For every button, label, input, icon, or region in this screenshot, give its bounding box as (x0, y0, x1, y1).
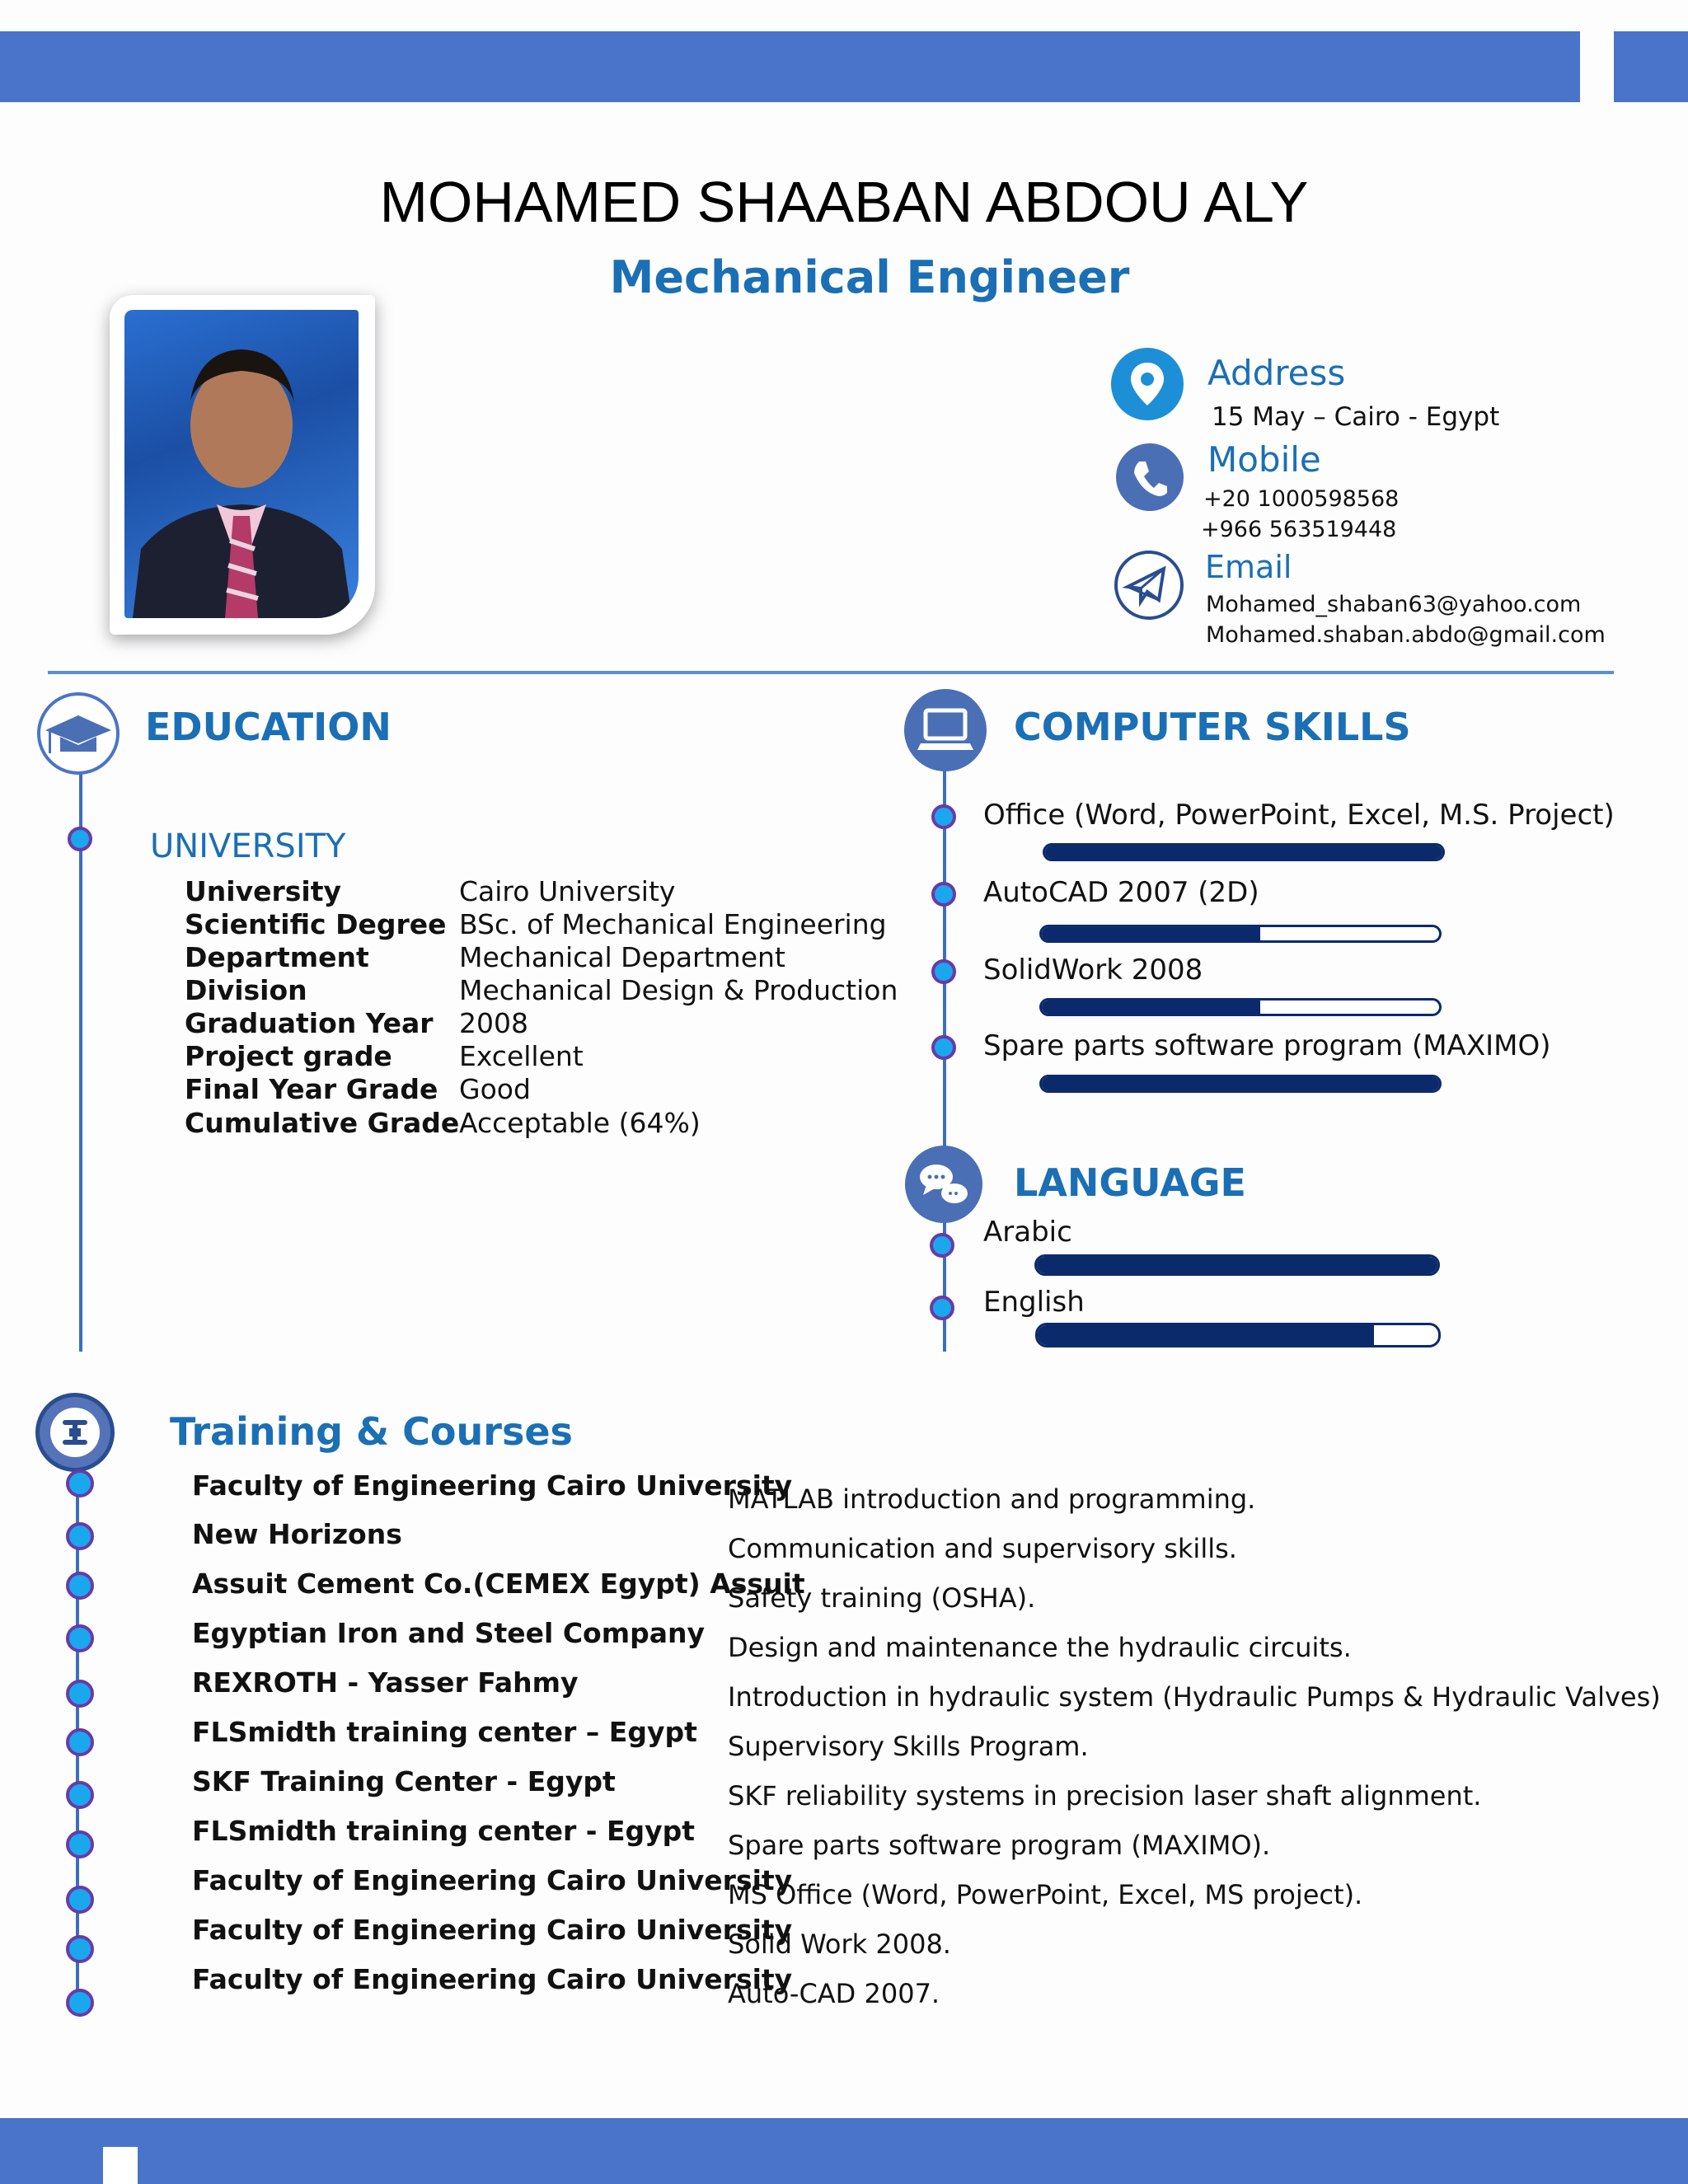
profile-photo (124, 310, 359, 618)
training-course: Auto-CAD 2007. (728, 1978, 940, 2009)
education-row-value: Acceptable (64%) (459, 1107, 701, 1139)
timeline-dot (931, 959, 956, 984)
language-label: Arabic (983, 1216, 1072, 1249)
timeline-dot (66, 1624, 94, 1652)
training-institution: Egyptian Iron and Steel Company (192, 1617, 705, 1649)
email-icon (1114, 551, 1184, 620)
timeline-dot (66, 1572, 94, 1600)
training-institution: REXROTH - Yasser Fahmy (192, 1666, 579, 1699)
bottom-band (0, 2118, 1688, 2184)
top-band-right (1614, 31, 1688, 102)
timeline-dot (66, 1935, 94, 1963)
language-level-bar (1034, 1254, 1440, 1276)
university-subtitle: UNIVERSITY (150, 827, 346, 865)
skill-label: AutoCAD 2007 (2D) (983, 876, 1259, 909)
language-label: English (983, 1286, 1085, 1319)
mobile-label: Mobile (1207, 439, 1321, 480)
skill-level-bar (1039, 1075, 1442, 1093)
header-divider (48, 671, 1614, 674)
email-label: Email (1205, 549, 1292, 585)
language-level-bar (1035, 1323, 1441, 1347)
training-course: Spare parts software program (MAXIMO). (728, 1830, 1271, 1861)
timeline-dot (66, 1989, 94, 2017)
graduation-cap-icon (37, 692, 120, 775)
location-icon (1111, 348, 1184, 420)
education-row-value: Mechanical Department (459, 941, 785, 973)
training-course: Introduction in hydraulic system (Hydraulic Pumps & Hydraulic Valves) (728, 1681, 1661, 1713)
skill-level-fill (1045, 846, 1442, 859)
timeline-dot (66, 1886, 94, 1914)
timeline-dot (931, 882, 956, 907)
training-course: Solid Work 2008. (728, 1929, 951, 1960)
education-row-value: Excellent (459, 1040, 584, 1072)
education-row-label: Department (185, 941, 369, 973)
training-institution: SKF Training Center - Egypt (192, 1765, 616, 1797)
education-row-label: Project grade (185, 1040, 392, 1072)
skill-level-bar (1043, 843, 1445, 861)
timeline-dot (66, 1522, 94, 1550)
training-course: Design and maintenance the hydraulic circuits. (728, 1632, 1352, 1663)
timeline-dot (66, 1781, 94, 1809)
education-row-label: Cumulative Grade (185, 1107, 460, 1139)
training-course: SKF reliability systems in precision laser shaft alignment. (728, 1780, 1482, 1811)
skill-label: Spare parts software program (MAXIMO) (983, 1029, 1551, 1062)
timeline-dot (930, 1233, 954, 1258)
mobile-number-2[interactable]: +966 563519448 (1201, 517, 1397, 542)
address-label: Address (1207, 353, 1346, 393)
timeline-dot (68, 827, 92, 851)
training-institution: FLSmidth training center - Egypt (192, 1815, 696, 1847)
computer-skills-title: COMPUTER SKILLS (1014, 705, 1411, 749)
training-institution: Assuit Cement Co.(CEMEX Egypt) Assuit (192, 1568, 805, 1600)
timeline-dot (66, 1469, 94, 1497)
language-level-fill (1038, 1325, 1374, 1345)
education-row-value: Good (459, 1073, 531, 1105)
timeline-dot (930, 1296, 954, 1320)
mobile-number-1[interactable]: +20 1000598568 (1203, 486, 1400, 512)
training-course: Safety training (OSHA). (728, 1582, 1036, 1614)
skill-label: Office (Word, PowerPoint, Excel, M.S. Project) (983, 799, 1615, 832)
education-row-value: Cairo University (459, 875, 676, 907)
skill-level-bar (1039, 925, 1442, 943)
education-row-label: University (185, 875, 342, 907)
education-row-value: 2008 (459, 1007, 528, 1039)
education-row-label: Division (185, 974, 307, 1006)
skill-level-bar (1039, 998, 1442, 1016)
training-course: Communication and supervisory skills. (728, 1533, 1237, 1564)
candidate-title: Mechanical Engineer (609, 251, 1130, 303)
training-icon (35, 1393, 115, 1472)
skill-label: SolidWork 2008 (983, 954, 1203, 987)
language-title: LANGUAGE (1014, 1160, 1246, 1205)
profile-photo-frame (110, 295, 375, 635)
training-course: MS Office (Word, PowerPoint, Excel, MS project). (728, 1879, 1363, 1910)
language-level-fill (1037, 1257, 1437, 1273)
training-institution: Faculty of Engineering Cairo University (192, 1914, 793, 1946)
training-course: Supervisory Skills Program. (728, 1731, 1089, 1762)
education-row-value: Mechanical Design & Production (459, 974, 898, 1006)
chat-bubbles-icon (905, 1146, 982, 1223)
timeline-dot (66, 1728, 94, 1756)
skill-level-fill (1042, 1077, 1439, 1090)
training-institution: Faculty of Engineering Cairo University (192, 1469, 793, 1502)
training-institution: FLSmidth training center – Egypt (192, 1716, 697, 1748)
training-title: Training & Courses (170, 1409, 573, 1454)
training-institution: Faculty of Engineering Cairo University (192, 1963, 793, 1995)
skill-level-fill (1042, 927, 1260, 940)
education-title: EDUCATION (145, 705, 392, 749)
bottom-band-notch (103, 2147, 138, 2184)
top-band (0, 31, 1580, 102)
candidate-name: MOHAMED SHAABAN ABDOU ALY (379, 170, 1309, 234)
education-row-label: Scientific Degree (185, 908, 447, 940)
training-institution: New Horizons (192, 1518, 402, 1550)
timeline-dot (931, 1035, 956, 1060)
timeline-dot (931, 804, 956, 829)
education-row-value: BSc. of Mechanical Engineering (459, 908, 887, 940)
phone-icon (1116, 443, 1184, 511)
education-row-label: Final Year Grade (185, 1073, 438, 1105)
email-address-2[interactable]: Mohamed.shaban.abdo@gmail.com (1206, 622, 1606, 648)
address-value: 15 May – Cairo - Egypt (1212, 402, 1500, 432)
timeline-dot (66, 1680, 94, 1708)
training-institution: Faculty of Engineering Cairo University (192, 1864, 793, 1896)
skill-level-fill (1042, 1001, 1260, 1014)
computer-icon (904, 689, 987, 771)
training-course: MATLAB introduction and programming. (728, 1483, 1256, 1515)
email-address-1[interactable]: Mohamed_shaban63@yahoo.com (1206, 592, 1582, 617)
education-row-label: Graduation Year (185, 1007, 434, 1039)
timeline-dot (66, 1830, 94, 1858)
